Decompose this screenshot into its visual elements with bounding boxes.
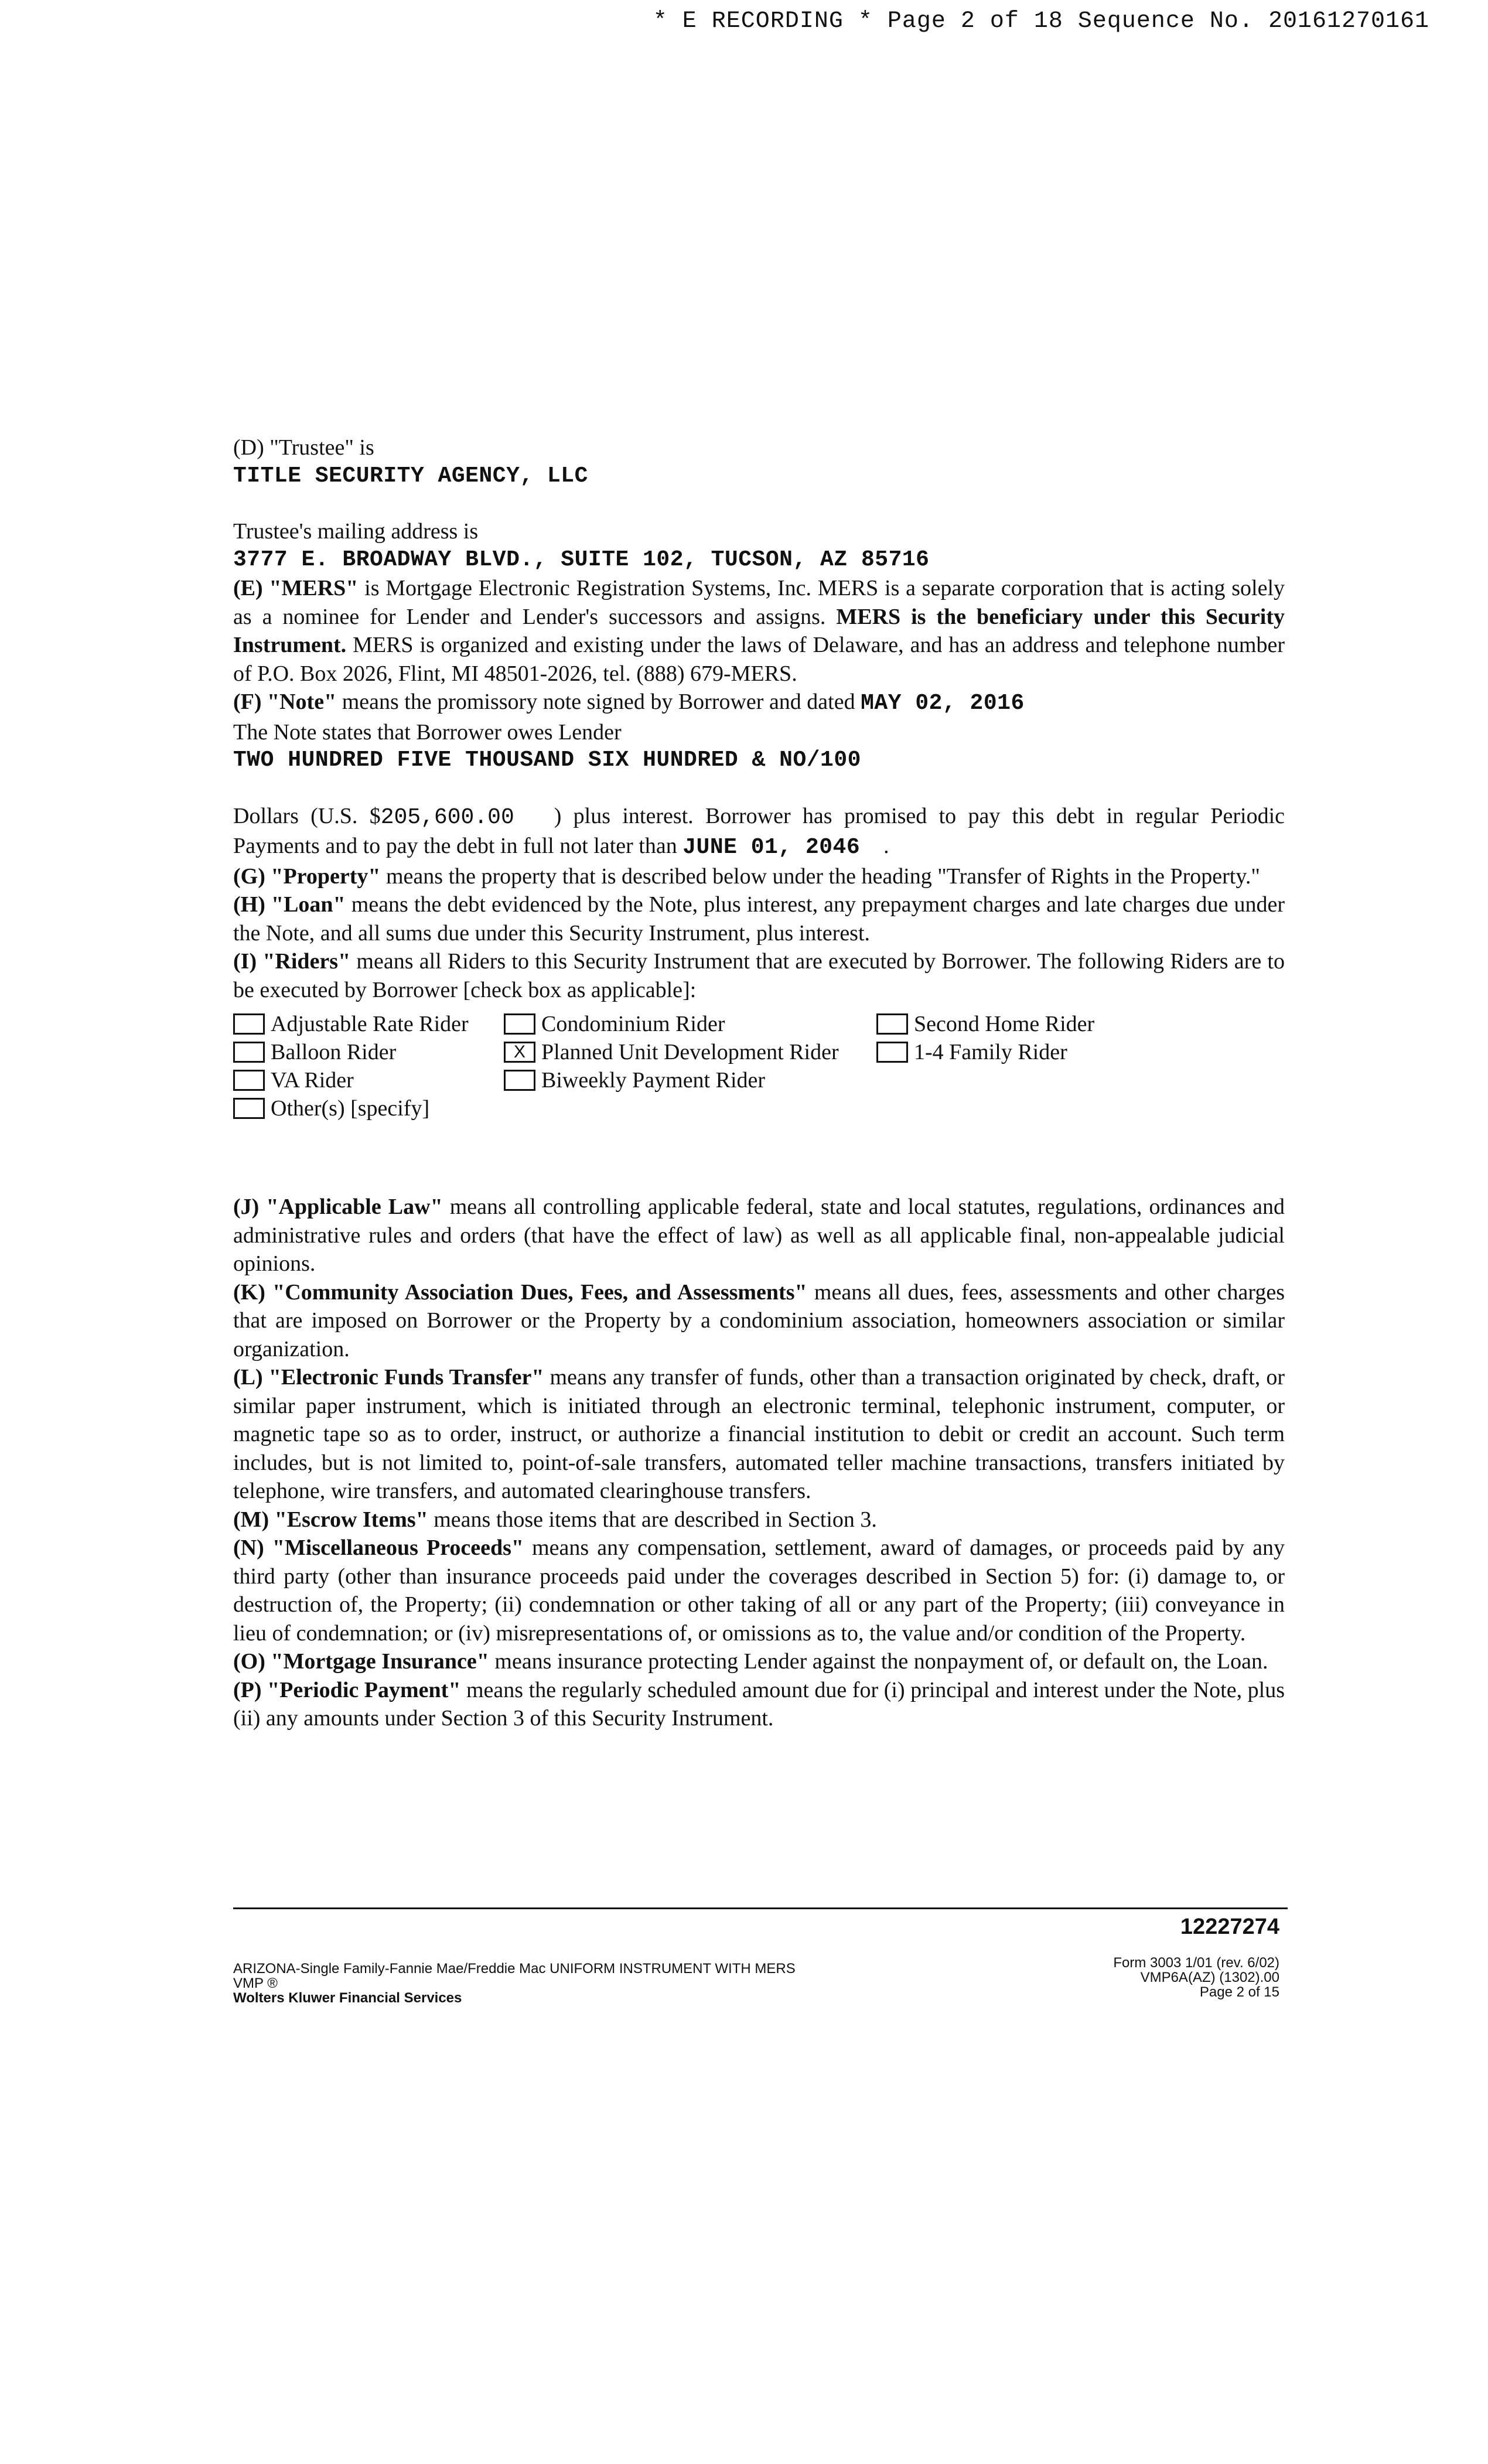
checkbox[interactable]: [876, 1042, 908, 1063]
note-definition: (F) "Note" means the promissory note signed by Borrower and dated MAY 02, 2016: [233, 690, 1025, 716]
mers-definition: (E) "MERS" is Mortgage Electronic Registration Systems, Inc. MERS is a separate corporation that is acting solely as a nominee for Lender and Lender's successors and assigns. MERS is the beneficiary under this Security Instrument. MERS is organized and existing under the laws of Delaware, and has an address and telephone number of P.O. Box 2026, Flint, MI 48501-2026, tel. (888) 679-MERS.: [233, 576, 1285, 686]
applicable-law-definition: (J) "Applicable Law" means all controlling applicable federal, state and local statutes, regulations, ordinances and administrative rules and orders (that have the effect of law) as well as all applicable final, non-appealable judicial opinions.: [233, 1195, 1285, 1276]
rider-condominium[interactable]: Condominium Rider: [504, 1011, 725, 1037]
note-amount-words: TWO HUNDRED FIVE THOUSAND SIX HUNDRED & NO/100: [233, 748, 861, 773]
note-date: MAY 02, 2016: [861, 691, 1025, 716]
checkbox[interactable]: [233, 1098, 265, 1119]
loan-definition: (H) "Loan" means the debt evidenced by the Note, plus interest, any prepayment charges and late charges due under the Note, and all sums due under this Security Instrument, plus interest.: [233, 892, 1285, 946]
periodic-payment-definition: (P) "Periodic Payment" means the regularly scheduled amount due for (i) principal and interest under the Note, plus (ii) any amounts under Section 3 of this Security Instrument.: [233, 1677, 1285, 1731]
note-maturity: JUNE 01, 2046: [682, 835, 861, 860]
checkbox[interactable]: [876, 1013, 908, 1035]
trustee-address: 3777 E. BROADWAY BLVD., SUITE 102, TUCSON, AZ 85716: [233, 547, 930, 572]
mers-term: (E) "MERS": [233, 576, 359, 600]
misc-proceeds-definition: (N) "Miscellaneous Proceeds" means any compensation, settlement, award of damages, or proceeds paid by any third party (other than insurance proceeds paid under the coverages described in Section 5) for: (i) damage to, or destruction of, the Property; (ii) condemnation or other taking of all or any part of the Property; (iii) conveyance in lieu of condemnation; or (iv) misrepresentations of, or omissions as to, the value and/or condition of the Property.: [233, 1535, 1285, 1646]
rider-va[interactable]: VA Rider: [233, 1067, 354, 1093]
checkbox[interactable]: [233, 1070, 265, 1091]
loan-number: 12227274: [1180, 1914, 1279, 1939]
riders-definition: (I) "Riders" means all Riders to this Security Instrument that are executed by Borrower. The following Riders are to be executed by Borrower [check box as applicable]:: [233, 949, 1285, 1002]
checkbox[interactable]: [504, 1070, 535, 1091]
recording-header: * E RECORDING * Page 2 of 18 Sequence No. 20161270161: [653, 8, 1429, 35]
escrow-definition: (M) "Escrow Items" means those items that are described in Section 3.: [233, 1507, 877, 1532]
footer-right: Form 3003 1/01 (rev. 6/02) VMP6A(AZ) (1302).00 Page 2 of 15: [1113, 1955, 1279, 2000]
trustee-name: TITLE SECURITY AGENCY, LLC: [233, 463, 588, 489]
rider-planned-unit-development[interactable]: X Planned Unit Development Rider: [504, 1039, 839, 1065]
property-definition: (G) "Property" means the property that is described below under the heading "Transfer of Rights in the Property.": [233, 864, 1260, 889]
trustee-address-label: Trustee's mailing address is: [233, 519, 479, 544]
checkbox[interactable]: [504, 1013, 535, 1035]
rider-second-home[interactable]: Second Home Rider: [876, 1011, 1094, 1037]
note-term: (F) "Note": [233, 690, 337, 714]
rider-biweekly-payment[interactable]: Biweekly Payment Rider: [504, 1067, 765, 1093]
mortgage-insurance-definition: (O) "Mortgage Insurance" means insurance protecting Lender against the nonpayment of, or default on, the Loan.: [233, 1649, 1268, 1674]
note-owes: The Note states that Borrower owes Lender: [233, 719, 622, 745]
rider-balloon[interactable]: Balloon Rider: [233, 1039, 396, 1065]
mers-beneficiary: MERS is the beneficiary under this Security Instrument.: [233, 604, 1285, 657]
rider-other[interactable]: Other(s) [specify]: [233, 1096, 429, 1121]
riders-checklist: [233, 1011, 1285, 1146]
eft-definition: (L) "Electronic Funds Transfer" means any transfer of funds, other than a transaction originated by check, draft, or similar paper instrument, which is initiated through an electronic terminal, telephonic instrument, computer, or magnetic tape so as to order, instruct, or authorize a financial institution to debit or credit an account. Such term includes, but is not limited to, point-of-sale transfers, automated teller machine transactions, transfers initiated by telephone, wire transfers, and automated clearinghouse transfers.: [233, 1365, 1285, 1503]
note-amount: 205,600.00: [380, 804, 514, 830]
note-dollars: Dollars (U.S. $205,600.00 ) plus interest. Borrower has promised to pay this debt in regular Periodic Payments and to pay the debt in full not later than JUNE 01, 2046 .: [233, 803, 1285, 860]
document-body: [233, 434, 1285, 1733]
dues-definition: (K) "Community Association Dues, Fees, and Assessments" means all dues, fees, assessments and other charges that are imposed on Borrower or the Property by a condominium association, homeowners association or similar organization.: [233, 1279, 1285, 1361]
trustee-label: (D) "Trustee" is: [233, 435, 374, 460]
footer-divider: [233, 1907, 1288, 1909]
checkbox[interactable]: [233, 1042, 265, 1063]
rider-adjustable-rate[interactable]: Adjustable Rate Rider: [233, 1011, 469, 1037]
checkbox[interactable]: [233, 1013, 265, 1035]
footer-left: ARIZONA-Single Family-Fannie Mae/Freddie Mac UNIFORM INSTRUMENT WITH MERS VMP ® Wolters Kluwer Financial Services: [233, 1961, 796, 2006]
rider-1-4-family[interactable]: 1-4 Family Rider: [876, 1039, 1067, 1065]
checkbox-checked[interactable]: X: [504, 1042, 535, 1063]
